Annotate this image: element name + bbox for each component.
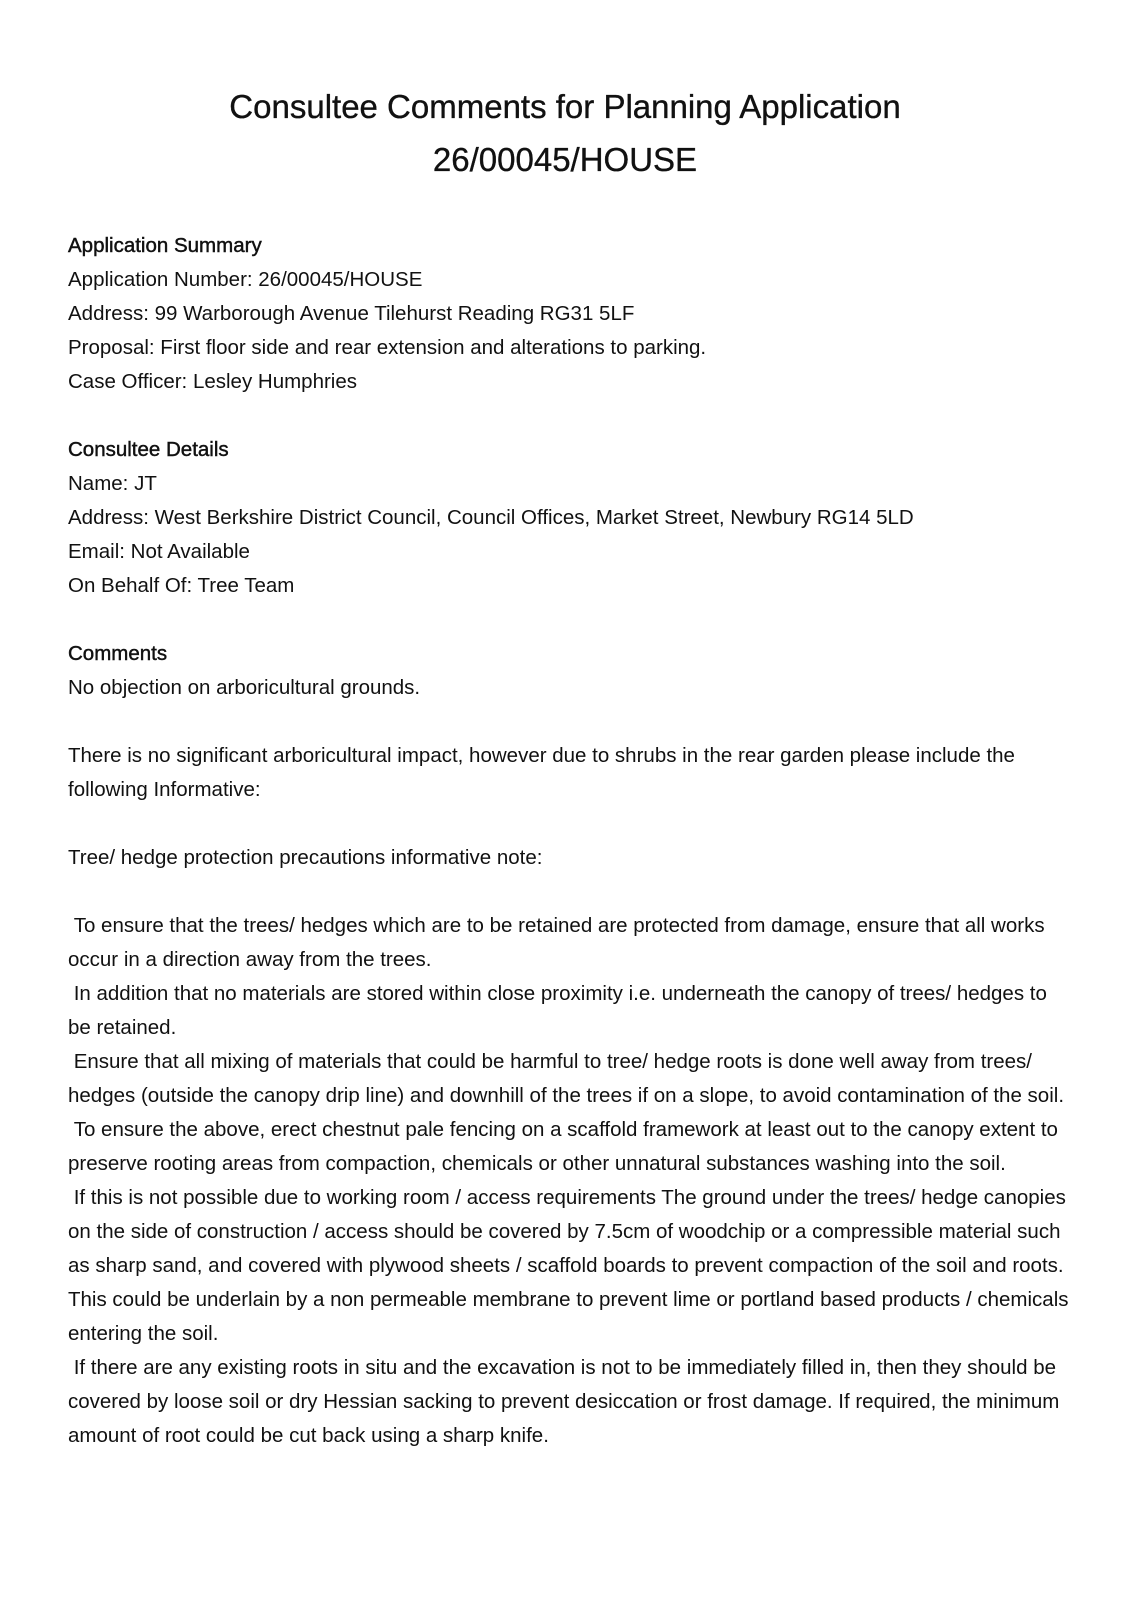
comment-paragraph: If this is not possible due to working room / access requirements The ground under the trees/ hedge canopies on the side of construction / access should be covered by 7.5cm of woodchip or a compressible material such as sharp sand, and covered with plywood sheets / scaffold boards to prevent compaction of the soil and roots. This could be underlain by a non permeable membrane to prevent lime or portland based products / chemicals entering the soil. bbox=[68, 1186, 1075, 1345]
spacer bbox=[68, 603, 1070, 637]
application-proposal: Proposal: First floor side and rear extension and alterations to parking. bbox=[68, 336, 707, 359]
consultee-email: Email: Not Available bbox=[68, 540, 250, 563]
spacer bbox=[68, 875, 1070, 909]
comment-paragraph: Ensure that all mixing of materials that could be harmful to tree/ hedge roots is done well away from trees/ hedges (outside the canopy drip line) and downhill of the trees if on a slope, to avoid contamination of the soil. bbox=[68, 1050, 1065, 1107]
comments-heading: Comments bbox=[68, 642, 168, 665]
spacer bbox=[68, 399, 1070, 433]
comment-paragraph: Tree/ hedge protection precautions informative note: bbox=[68, 846, 543, 869]
comment-paragraph: In addition that no materials are stored within close proximity i.e. underneath the canopy of trees/ hedges to be retained. bbox=[68, 982, 1053, 1039]
spacer bbox=[68, 705, 1070, 739]
consultee-details-section bbox=[68, 433, 1070, 603]
spacer bbox=[68, 807, 1070, 841]
application-summary-section bbox=[68, 229, 1070, 399]
consultee-name: Name: JT bbox=[68, 472, 157, 495]
consultee-on-behalf-of: On Behalf Of: Tree Team bbox=[68, 574, 295, 597]
consultee-address: Address: West Berkshire District Council, Council Offices, Market Street, Newbury RG14 5LD bbox=[68, 506, 914, 529]
comment-paragraph: To ensure that the trees/ hedges which are to be retained are protected from damage, ensure that all works occur in a direction away from the trees. bbox=[68, 914, 1051, 971]
title-line-1: Consultee Comments for Planning Application bbox=[229, 88, 901, 125]
comment-paragraph: To ensure the above, erect chestnut pale fencing on a scaffold framework at least out to the canopy extent to preserve rooting areas from compaction, chemicals or other unnatural substances washing into the soil. bbox=[68, 1118, 1064, 1175]
application-summary-heading: Application Summary bbox=[68, 234, 262, 257]
comments-section bbox=[68, 637, 1075, 1453]
page-title bbox=[0, 80, 1130, 186]
document-body bbox=[68, 229, 1075, 1453]
consultee-details-heading: Consultee Details bbox=[68, 438, 229, 461]
comment-paragraph: No objection on arboricultural grounds. bbox=[68, 676, 421, 699]
comment-paragraph: If there are any existing roots in situ and the excavation is not to be immediately filled in, then they should be covered by loose soil or dry Hessian sacking to prevent desiccation or frost damage. If required, the minimum amount of root could be cut back using a sharp knife. bbox=[68, 1356, 1066, 1447]
application-number: Application Number: 26/00045/HOUSE bbox=[68, 268, 423, 291]
case-officer: Case Officer: Lesley Humphries bbox=[68, 370, 358, 393]
comment-paragraph: There is no significant arboricultural impact, however due to shrubs in the rear garden please include the following Informative: bbox=[68, 744, 1021, 801]
title-line-2: 26/00045/HOUSE bbox=[432, 141, 698, 178]
application-address: Address: 99 Warborough Avenue Tilehurst Reading RG31 5LF bbox=[68, 302, 635, 325]
